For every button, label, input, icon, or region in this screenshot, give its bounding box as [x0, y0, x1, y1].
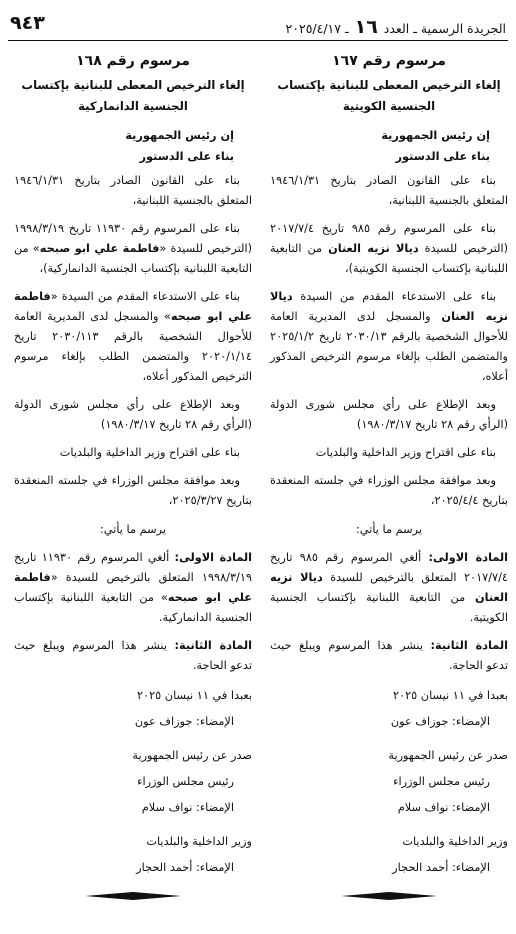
clause-text: » والمسجل لدى المديرية العامة للأحوال الشخصية بالرقم ٢٠٣٠/١١٣ تاريخ ٢٠٢٠/١/١٤ والمتضمن الطلب بإلغاء مرسوم الترخيص المذكور أعلاه،: [14, 310, 252, 383]
clause-request: [14, 287, 252, 387]
clause-decree: [270, 219, 508, 279]
article-text: ألغي المرسوم رقم ١١٩٣٠ تاريخ ١٩٩٨/٣/١٩ المتعلق بالترخيص للسيدة «: [14, 551, 252, 584]
decrees-heading: يرسم ما يأتي:: [356, 523, 422, 536]
decree-subject: [14, 75, 252, 117]
clause-proposal: بناء على اقتراح وزير الداخلية والبلديات: [59, 446, 240, 459]
constitution-intro: بناء على الدستور: [139, 150, 234, 163]
clause-text: بناء على الاستدعاء المقدم من السيدة: [292, 290, 496, 303]
person-name: فاطمة علي ابو صبحه: [39, 242, 160, 255]
minister-signature: الإمضاء: أحمد الحجار: [136, 861, 234, 874]
article-text: ينشر هذا المرسوم ويبلغ حيث تدعو الحاجة.: [270, 639, 508, 672]
page-number: ٩٤٣: [10, 12, 45, 34]
article-label: المادة الثانية:: [174, 639, 252, 652]
article-label: المادة الاولى:: [428, 551, 509, 564]
president-signature: الإمضاء: جوزاف عون: [390, 715, 490, 728]
prime-minister-title: رئيس مجلس الوزراء: [393, 775, 490, 788]
person-name: فاطمة علي ابو صبحه: [14, 571, 252, 604]
article-1: [270, 548, 508, 628]
clause-law: بناء على القانون الصادر بتاريخ ١٩٤٦/١/٣١ المتعلق بالجنسية اللبنانية،: [14, 174, 252, 207]
clause-proposal: بناء على اقتراح وزير الداخلية والبلديات: [315, 446, 496, 459]
minister-title: وزير الداخلية والبلديات: [402, 835, 508, 848]
person-name: ديالا نزيه العنان: [328, 242, 419, 255]
clause-text: والمسجل لدى المديرية العامة للأحوال الشخصية بالرقم ٢٠٣٠/١٣ تاريخ ٢٠٢٥/١/٢ والمتضمن الطلب بإلغاء مرسوم الترخيص المذكور أعلاه،: [270, 310, 508, 383]
issue-place-date: بعبدا في ١١ نيسان ٢٠٢٥: [392, 689, 508, 702]
clause-text: من التابعية اللبنانية بإكتساب الجنسية الكويتية)،: [270, 242, 508, 275]
header-divider: [8, 40, 508, 41]
article-label: المادة الاولى:: [174, 551, 253, 564]
clause-request: [270, 287, 508, 387]
clause-council: وبعد موافقة مجلس الوزراء في جلسته المنعقدة بتاريخ ٢٠٢٥/٤/٤،: [270, 474, 508, 507]
clause-text: بناء على الاستدعاء المقدم من السيدة «: [50, 290, 240, 303]
article-text: من التابعية اللبنانية بإكتساب الجنسية الكويتية.: [270, 591, 508, 624]
clause-law: بناء على القانون الصادر بتاريخ ١٩٤٦/١/٣١ المتعلق بالجنسية اللبنانية،: [270, 174, 508, 207]
minister-title: وزير الداخلية والبلديات: [146, 835, 252, 848]
clause-shura: وبعد الإطلاع على رأي مجلس شورى الدولة (الرأي رقم ٢٨ تاريخ ١٩٨٠/٣/١٧): [270, 398, 508, 431]
prime-minister-title: رئيس مجلس الوزراء: [137, 775, 234, 788]
article-2: [14, 636, 252, 676]
clause-text: بناء على المرسوم رقم ٩٨٥ تاريخ ٢٠١٧/٧/٤ (الترخيص للسيدة: [270, 222, 508, 255]
subject-line: الجنسية الدانماركية: [78, 99, 188, 113]
gazette-title: [286, 16, 506, 38]
constitution-intro: بناء على الدستور: [395, 150, 490, 163]
subject-line: الجنسية الكويتية: [342, 99, 436, 113]
clause-text: » من التابعية اللبنانية بإكتساب الجنسية الدانماركية)،: [14, 242, 252, 275]
issued-by: صدر عن رئيس الجمهورية: [132, 749, 252, 762]
decree-title: مرسوم رقم ١٦٨: [76, 53, 190, 69]
person-name: ديالا نزيه العنان: [270, 290, 508, 323]
president-intro: إن رئيس الجمهورية: [125, 129, 234, 142]
president-signature: الإمضاء: جوزاف عون: [134, 715, 234, 728]
decrees-heading: يرسم ما يأتي:: [100, 523, 166, 536]
clause-decree: [14, 219, 252, 279]
article-1: [14, 548, 252, 628]
section-ornament: [341, 892, 437, 900]
decree-subject: [270, 75, 508, 117]
article-text: ألغي المرسوم رقم ٩٨٥ تاريخ ٢٠١٧/٧/٤ المتعلق بالترخيص للسيدة: [270, 551, 508, 584]
issued-by: صدر عن رئيس الجمهورية: [388, 749, 508, 762]
prime-minister-signature: الإمضاء: نواف سلام: [141, 801, 234, 814]
article-2: [270, 636, 508, 676]
person-name: ديالا نزيه العنان: [270, 571, 508, 604]
decree-168-column: [14, 50, 252, 900]
article-text: » من التابعية اللبنانية بإكتساب الجنسية الدانماركية.: [14, 591, 252, 624]
person-name: فاطمة علي ابو صبحه: [14, 290, 252, 323]
clause-council: وبعد موافقة مجلس الوزراء في جلسته المنعقدة بتاريخ ٢٠٢٥/٣/٢٧،: [14, 474, 252, 507]
issue-number: ١٦: [354, 16, 378, 38]
gazette-name: الجريدة الرسمية ـ العدد: [383, 21, 506, 36]
article-label: المادة الثانية:: [430, 639, 508, 652]
subject-line: إلغاء الترخيص المعطى للبنانية بإكتساب: [21, 78, 245, 92]
clause-text: بناء على المرسوم رقم ١١٩٣٠ تاريخ ١٩٩٨/٣/١٩ (الترخيص للسيدة «: [14, 222, 252, 255]
issue-place-date: بعبدا في ١١ نيسان ٢٠٢٥: [136, 689, 252, 702]
issue-date: ـ ٢٠٢٥/٤/١٧: [285, 21, 349, 36]
prime-minister-signature: الإمضاء: نواف سلام: [397, 801, 490, 814]
clause-shura: وبعد الإطلاع على رأي مجلس شورى الدولة (الرأي رقم ٢٨ تاريخ ١٩٨٠/٣/١٧): [14, 398, 252, 431]
minister-signature: الإمضاء: أحمد الحجار: [392, 861, 490, 874]
article-text: ينشر هذا المرسوم ويبلغ حيث تدعو الحاجة.: [14, 639, 252, 672]
section-ornament: [85, 892, 181, 900]
page-header: [8, 10, 508, 38]
decree-title: مرسوم رقم ١٦٧: [332, 53, 446, 69]
president-intro: إن رئيس الجمهورية: [381, 129, 490, 142]
subject-line: إلغاء الترخيص المعطى للبنانية بإكتساب: [277, 78, 501, 92]
decree-167-column: [270, 50, 508, 900]
